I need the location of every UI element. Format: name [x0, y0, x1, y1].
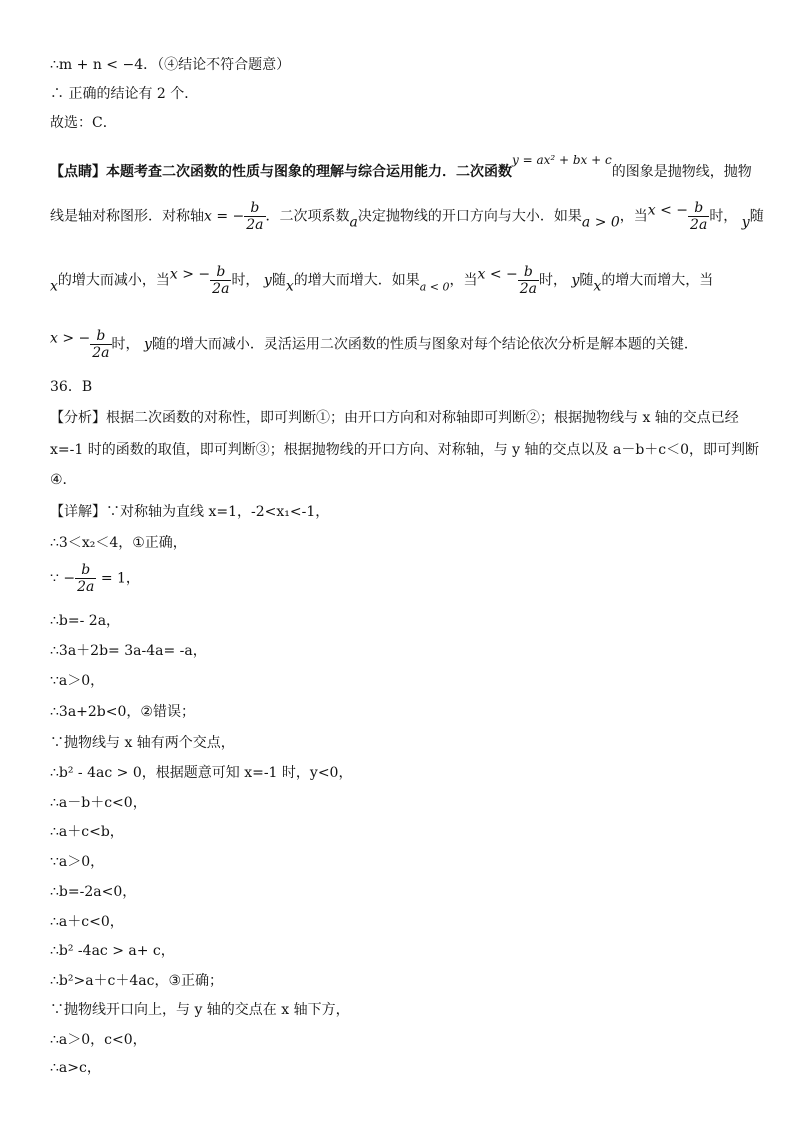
- question-number: 36．B: [50, 379, 93, 395]
- text-line: 线是轴对称图形．对称轴x = − $\frac{b}{2a}$ ．二次项系数a决定抛物线的开口方向与大小．如果a > 0，当x < − $\frac{b}{2a}$ 时， y随: [50, 200, 764, 233]
- text-line: 【点睛】本题考查二次函数的性质与图象的理解与综合运用能力．二次函数y = ax² + bx + c的图象是抛物线，抛物: [50, 153, 752, 180]
- text-line: ∴b=- 2a，: [50, 613, 121, 629]
- text-line: ∴3a＋2b= 3a-4a= -a，: [50, 643, 207, 659]
- fraction: $\frac{b}{2a}$: [212, 264, 230, 297]
- text-line: ∵a＞0，: [50, 854, 105, 870]
- fraction: $\frac{b}{2a}$: [519, 264, 538, 297]
- text-line: ∴a＋c<0，: [50, 914, 124, 930]
- text-line: ∴a－b＋c<0，: [50, 795, 147, 811]
- text-line: ∴a>c，: [50, 1060, 101, 1076]
- text-line: ∴b²>a＋c＋4ac，③正确；: [50, 973, 224, 989]
- text-line: ∴m + n < −4．（④结论不符合题意）: [50, 57, 291, 73]
- text-line: 【详解】∵对称轴为直线 x=1，-2<x₁<-1，: [50, 504, 330, 520]
- text-line: ∴b² -4ac > a+ c，: [50, 943, 175, 959]
- text-line: ∵抛物线开口向上，与 y 轴的交点在 x 轴下方，: [50, 1002, 350, 1018]
- text-line: ∴3＜x₂＜4，①正确，: [50, 535, 187, 551]
- text-line: x=-1 时的函数的取值，即可判断③；根据抛物线的开口方向、对称轴，与 y 轴的交点以及 a－b＋c＜0，即可判断: [50, 442, 760, 458]
- fraction: $\frac{b}{2a}$: [690, 200, 708, 233]
- text-line: 【分析】根据二次函数的对称性，即可判断①；由开口方向和对称轴即可判断②；根据抛物线与 x 轴的交点已经: [50, 410, 739, 426]
- text-line: ∴a＞0，c<0，: [50, 1032, 147, 1048]
- text-line: 故选：C．: [50, 115, 117, 131]
- text-line: x的增大而减小，当x > − $\frac{b}{2a}$ 时， y随x的增大而增大．如果$_{a < 0}$，当x < − $\frac{b}{2a}$ 时， y随x的增大而增大，当: [50, 264, 714, 297]
- text-line: ∴b² - 4ac > 0，根据题意可知 x=-1 时，y<0，: [50, 765, 353, 781]
- fraction: $\frac{b}{2a}$: [77, 562, 95, 595]
- text-line: x > − $\frac{b}{2a}$ 时， y随的增大而减小．灵活运用二次函数的性质与图象对每个结论依次分析是解本题的关键．: [50, 328, 698, 361]
- text-line: ∵ − $\frac{b}{2a}$ = 1，: [50, 562, 140, 595]
- text-line: ∵a＞0，: [50, 673, 105, 689]
- text-line: ∴b=-2a<0，: [50, 884, 137, 900]
- text-line: ∴a＋c<b，: [50, 824, 124, 840]
- text-line: ∴ 正确的结论有 2 个．: [50, 86, 199, 102]
- text-line: ∴3a+2b<0，②错误；: [50, 704, 195, 720]
- text-line: ④．: [50, 472, 77, 488]
- fraction: $\frac{b}{2a}$: [92, 328, 110, 361]
- text-line: ∵抛物线与 x 轴有两个交点，: [50, 735, 235, 751]
- fraction: $\frac{b}{2a}$: [246, 200, 264, 233]
